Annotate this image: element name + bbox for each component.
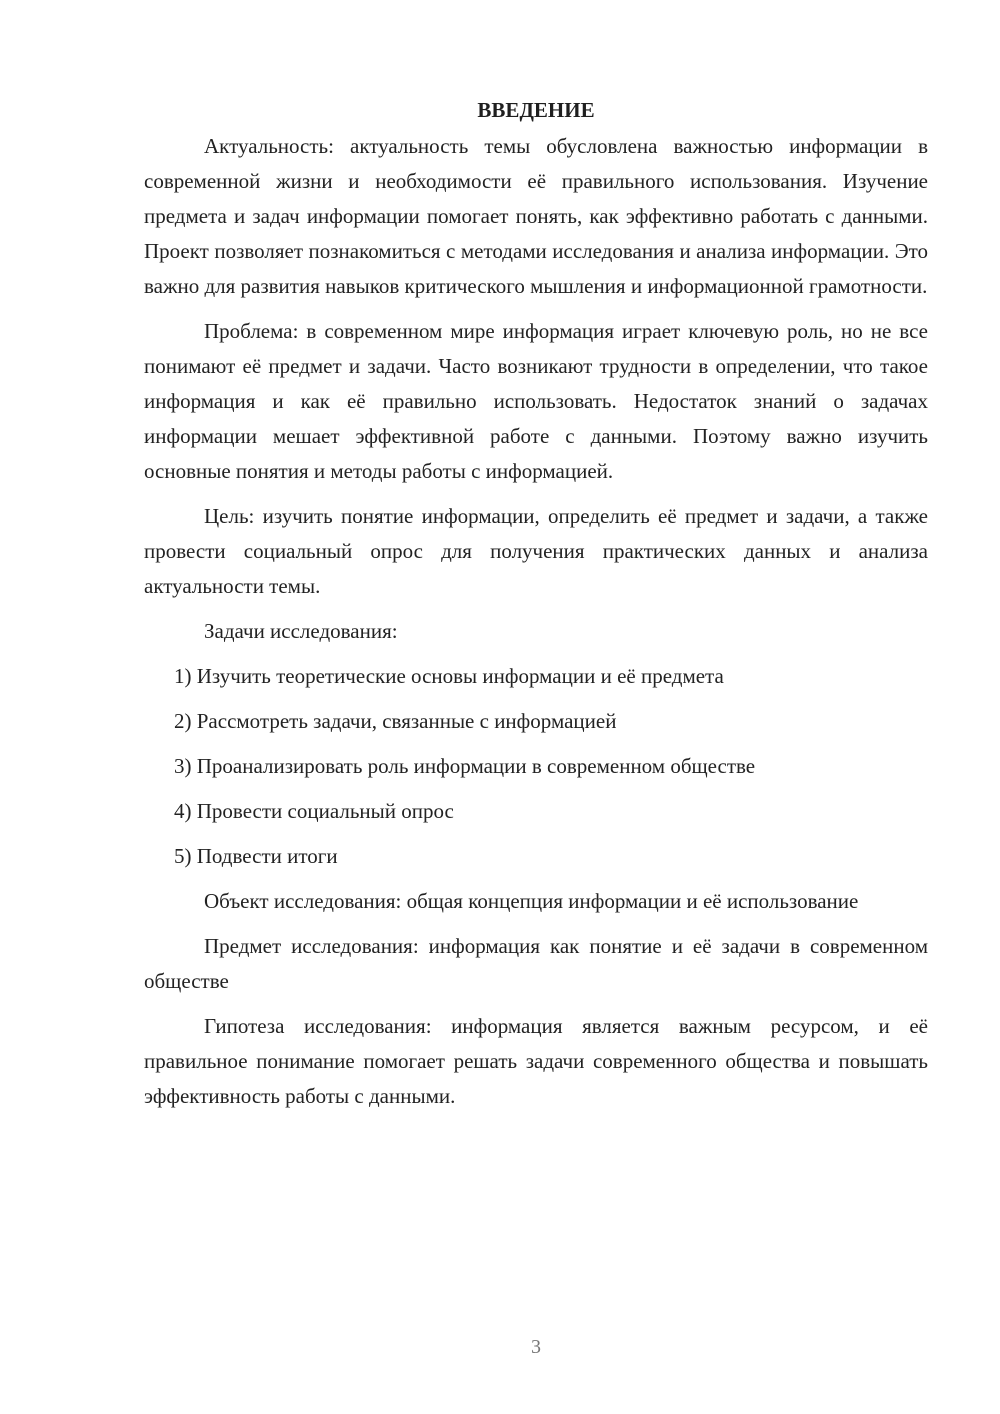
- task-item-4: 4) Провести социальный опрос: [174, 799, 454, 823]
- goal-paragraph: Цель: изучить понятие информации, определить её предмет и задачи, а также провести социальный опрос для получения практических данных и анализа актуальности темы.: [144, 504, 928, 598]
- object-paragraph: Объект исследования: общая концепция информации и её использование: [204, 889, 859, 913]
- task-item-2: 2) Рассмотреть задачи, связанные с информацией: [174, 709, 617, 733]
- task-item-5: 5) Подвести итоги: [174, 844, 338, 868]
- page-number: 3: [531, 1336, 541, 1358]
- task-item-1: 1) Изучить теоретические основы информации и её предмета: [174, 664, 724, 688]
- document-title: ВВЕДЕНИЕ: [477, 98, 595, 122]
- task-item-3: 3) Проанализировать роль информации в современном обществе: [174, 754, 756, 778]
- tasks-list: [144, 659, 928, 874]
- subject-paragraph: Предмет исследования: информация как понятие и её задачи в современном обществе: [144, 934, 928, 993]
- document-page: [144, 96, 928, 1114]
- tasks-heading: Задачи исследования:: [204, 619, 398, 643]
- problem-paragraph: Проблема: в современном мире информация играет ключевую роль, но не все понимают её предмет и задачи. Часто возникают трудности в определении, что такое информация и как её правильно использовать. Недостаток знаний о задачах информации мешает эффективной работе с данными. Поэтому важно изучить основные понятия и методы работы с информацией.: [144, 319, 928, 483]
- hypothesis-paragraph: Гипотеза исследования: информация является важным ресурсом, и её правильное понимание помогает решать задачи современного общества и повышать эффективность работы с данными.: [144, 1014, 928, 1108]
- relevance-paragraph: Актуальность: актуальность темы обусловлена важностью информации в современной жизни и необходимости её правильного использования. Изучение предмета и задач информации помогает понять, как эффективно работать с данными. Проект позволяет познакомиться с методами исследования и анализа информации. Это важно для развития навыков критического мышления и информационной грамотности.: [144, 134, 928, 298]
